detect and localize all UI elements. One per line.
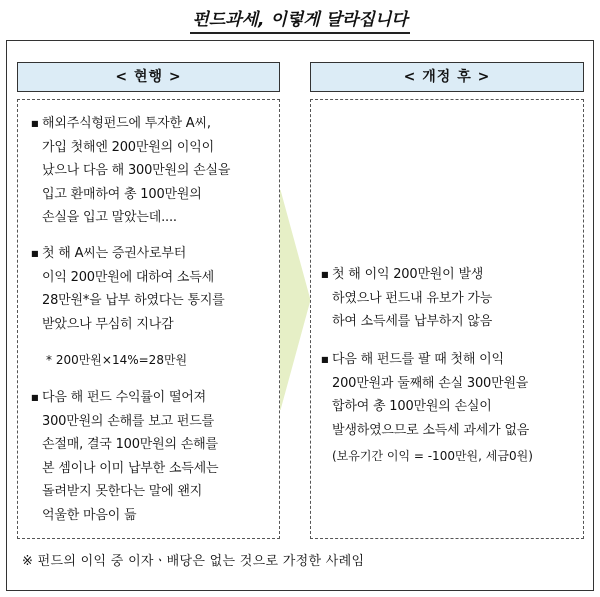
text-line: 300만원의 손해를 보고 펀드를 — [42, 413, 214, 429]
text-line: 200만원과 둘째해 손실 300만원을 — [332, 375, 529, 391]
current-item-1 — [31, 112, 274, 230]
text-line: 손실을 입고 말았는데.... — [42, 210, 177, 225]
text-line: 발생하였으므로 소득세 과세가 없음 — [332, 422, 530, 438]
text-line: 첫 해 이익 200만원이 발생 — [332, 267, 484, 282]
square-bullet-icon: ■ — [31, 119, 39, 128]
text-line: 다음 해 펀드를 팔 때 첫해 이익 — [332, 352, 504, 367]
page-title — [0, 6, 600, 36]
text-line: 하였으나 펀드내 유보가 가능 — [332, 290, 493, 306]
square-bullet-icon: ■ — [31, 393, 39, 402]
text-line: 가입 첫해엔 200만원의 이익이 — [42, 139, 214, 155]
revised-column-heading: < 개정 후 > — [310, 62, 584, 92]
right-arrow-icon — [280, 190, 310, 410]
current-item-2 — [31, 242, 274, 336]
text-line: 돌려받지 못한다는 말에 왠지 — [42, 484, 203, 499]
text-line: 해외주식형펀드에 투자한 A씨, — [42, 116, 211, 131]
square-bullet-icon: ■ — [321, 270, 329, 279]
current-column-heading: < 현행 > — [17, 62, 280, 92]
square-bullet-icon: ■ — [321, 355, 329, 364]
text-line: 억울한 마음이 듦 — [42, 507, 137, 523]
text-line: 28만원*을 납부 하였다는 통지를 — [42, 293, 225, 308]
footnote: ※ 펀드의 이익 중 이자ㆍ배당은 없는 것으로 가정한 사례임 — [22, 554, 365, 569]
text-line: 다음 해 펀드 수익률이 떨어져 — [42, 390, 207, 405]
current-item-3 — [31, 386, 274, 527]
text-line: 이익 200만원에 대하여 소득세 — [42, 269, 214, 285]
revised-item-1 — [321, 263, 577, 334]
tax-note-text: (보유기간 이익 = -100만원, 세금0원) — [332, 449, 533, 463]
text-line: 받았으나 무심히 지나감 — [42, 316, 174, 332]
text-line: 본 셈이나 이미 납부한 소득세는 — [42, 460, 219, 476]
text-line: 입고 환매하여 총 100만원의 — [42, 186, 202, 202]
page-title-text: 펀드과세, 이렇게 달라집니다 — [190, 8, 409, 34]
text-line: 났으나 다음 해 300만원의 손실을 — [42, 163, 231, 178]
text-line: 첫 해 A씨는 증권사로부터 — [42, 246, 187, 261]
square-bullet-icon: ■ — [31, 249, 39, 258]
text-line: 하여 소득세를 납부하지 않음 — [332, 314, 493, 329]
revised-item-2 — [321, 348, 577, 442]
text-line: 합하여 총 100만원의 손실이 — [332, 399, 492, 414]
footnote-text: * 200만원×14%=28만원 — [46, 353, 188, 367]
text-line: 손절매, 결국 100만원의 손해를 — [42, 437, 218, 452]
